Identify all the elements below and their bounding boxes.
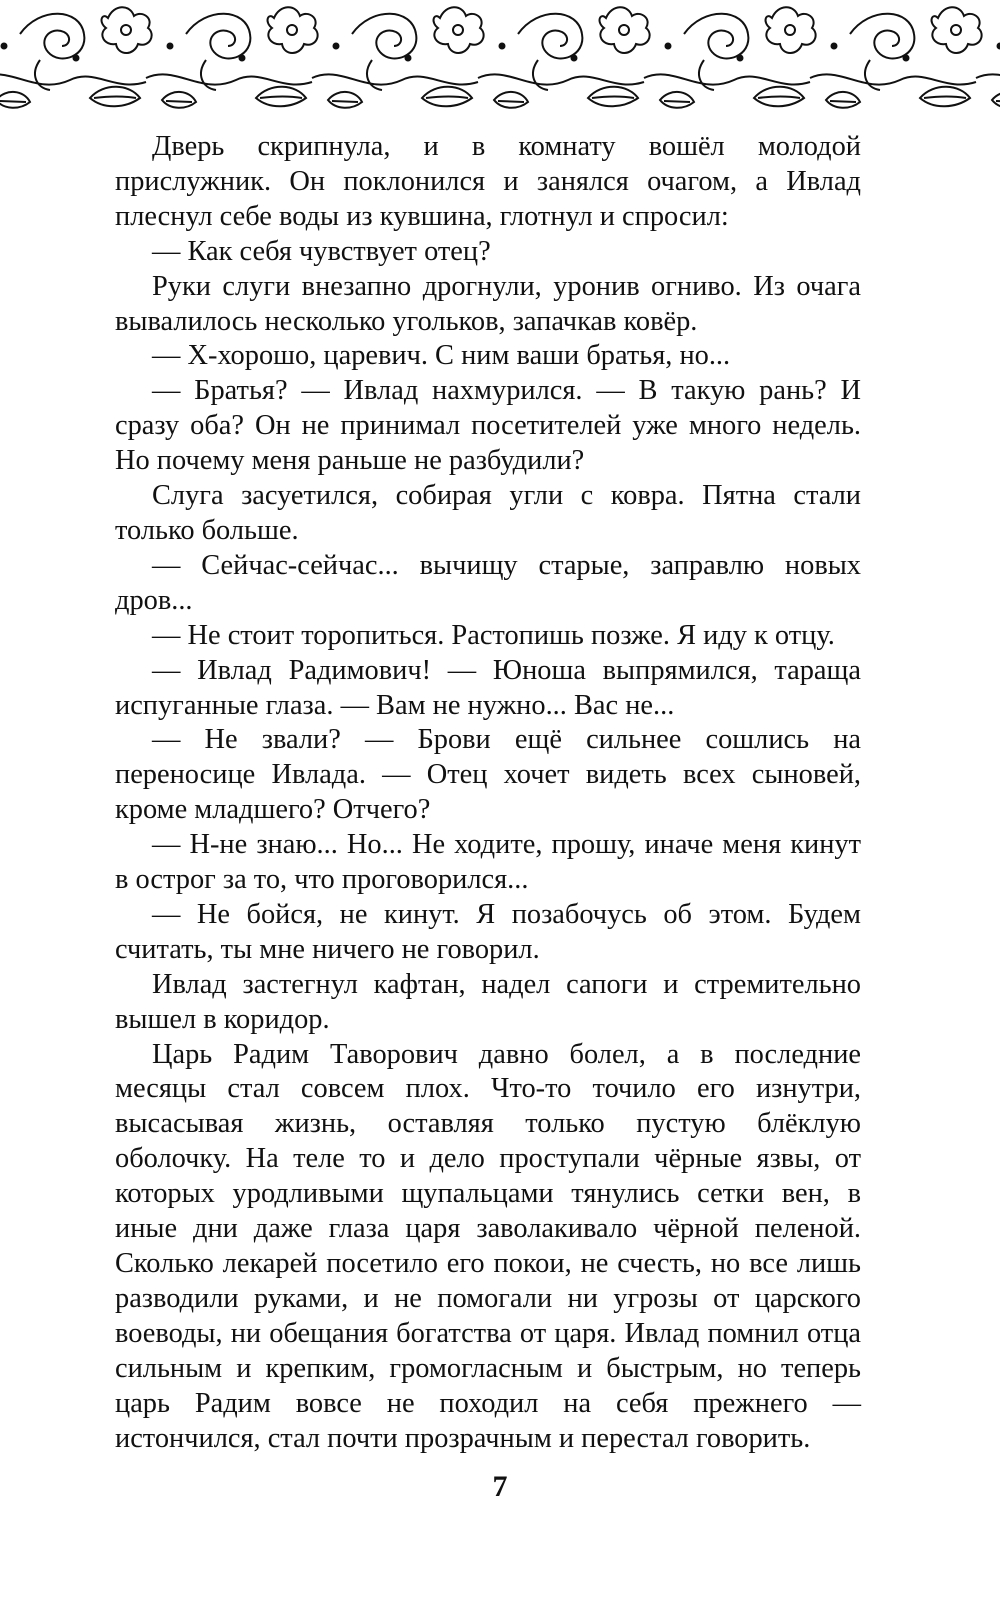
dialogue-line: — Не стоит торопиться. Растопишь позже. Я иду к отцу. [152, 619, 835, 651]
body-text [115, 130, 861, 1456]
dialogue-line: — Не звали? — Брови ещё сильнее сошлись на переносице Ивлада. — Отец хочет видеть всех сыновей, кроме младшего? Отчего? [115, 724, 861, 826]
dialogue-line: — Х-хорошо, царевич. С ним ваши братья, но... [152, 340, 731, 372]
dialogue-line: — Как себя чувствует отец? [152, 235, 491, 267]
floral-border-ornament-icon [0, 0, 1000, 128]
dialogue-line: — Братья? — Ивлад нахмурился. — В такую рань? И сразу оба? Он не принимал посетителей уже много недель. Но почему меня раньше не разбудили? [115, 375, 861, 477]
page-number: 7 [492, 1470, 508, 1503]
dialogue-line: — Ивлад Радимович! — Юноша выпрямился, тараща испуганные глаза. — Вам не нужно... Вас не... [115, 654, 861, 721]
paragraph: Дверь скрипнула, и в комнату вошёл молодой прислужник. Он поклонился и занялся очагом, а Ивлад плеснул себе воды из кувшина, глотнул и спросил: [115, 131, 861, 232]
paragraph: Ивлад застегнул кафтан, надел сапоги и стремительно вышел в коридор. [115, 968, 861, 1035]
paragraph: Царь Радим Таворович давно болел, а в последние месяцы стал совсем плох. Что-то точило его изнутри, высасывая жизнь, оставляя только пустую блёклую оболочку. На теле то и дело проступали чёрные язвы, от которых уродливыми щупальцами тянулись сетки вен, в иные дни даже глаза царя заволакивало чёрной пеленой. Сколько лекарей посетило его покои, не счесть, но все лишь разводили руками, и не помогали ни угрозы от царского воеводы, ни обещания богатства от царя. Ивлад помнил отца сильным и крепким, громогласным и быстрым, но теперь царь Радим вовсе не походил на себя прежнего — истончился, стал почти прозрачным и перестал говорить. [115, 1038, 861, 1454]
paragraph: Руки слуги внезапно дрогнули, уронив огниво. Из очага вывалилось несколько угольков, запачкав ковёр. [115, 270, 861, 337]
dialogue-line: — Сейчас-сейчас... вычищу старые, заправлю новых дров... [115, 549, 861, 616]
dialogue-line: — Н-не знаю... Но... Не ходите, прошу, иначе меня кинут в острог за то, что проговорился... [115, 829, 861, 896]
paragraph: Слуга засуетился, собирая угли с ковра. Пятна стали только больше. [115, 480, 861, 546]
dialogue-line: — Не бойся, не кинут. Я позабочусь об этом. Будем считать, ты мне ничего не говорил. [115, 898, 861, 965]
